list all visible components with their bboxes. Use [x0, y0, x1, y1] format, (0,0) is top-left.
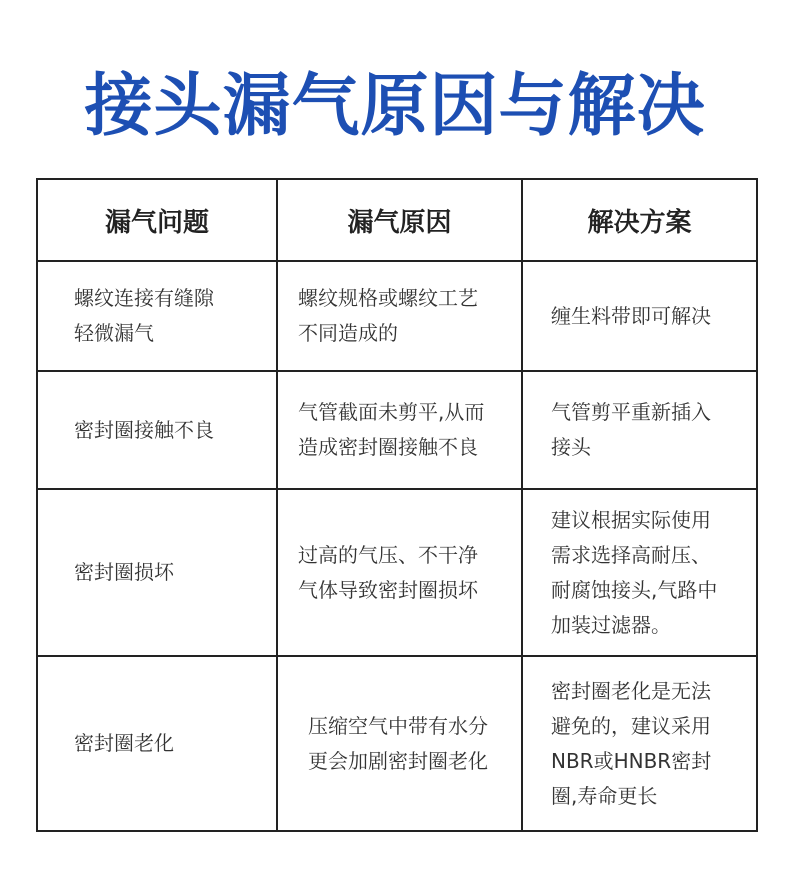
text-line: 密封圈损坏: [74, 560, 174, 584]
problem-text: [74, 555, 174, 590]
text-line: 造成密封圈接触不良: [298, 435, 478, 459]
table-row: [38, 372, 756, 490]
cause-text: [298, 538, 478, 608]
solution-cell: [523, 657, 756, 830]
cause-cell: [278, 372, 523, 488]
table-row: [38, 657, 756, 830]
cause-cell: [278, 262, 523, 370]
text-line: 密封圈接触不良: [74, 417, 214, 442]
text-line: 耐腐蚀接头,气路中: [551, 577, 718, 602]
solution-text: [551, 395, 711, 465]
text-line: 螺纹规格或螺纹工艺: [298, 286, 478, 310]
cause-cell: [278, 657, 523, 830]
problem-cell: [38, 372, 278, 488]
table-row: [38, 262, 756, 372]
text-line: 轻微漏气: [74, 321, 154, 345]
problem-text: [74, 281, 214, 351]
text-line: 气管截面未剪平,从而: [298, 400, 485, 424]
cause-text: [298, 395, 484, 465]
header-cell-problem: [38, 180, 278, 260]
text-line: 密封圈老化是无法: [551, 678, 711, 703]
text-line: 过高的气压、不干净: [298, 542, 478, 567]
text-line: 需求选择高耐压、: [551, 542, 711, 567]
leak-table: [36, 178, 758, 832]
solution-text: [551, 299, 711, 334]
page-title: 接头漏气原因与解决: [84, 67, 706, 146]
solution-cell: [523, 372, 756, 488]
text-line: 密封圈老化: [74, 731, 174, 755]
text-line: 接头: [551, 435, 591, 459]
text-line: 避免的，建议采用: [551, 713, 711, 738]
text-line: 螺纹连接有缝隙: [74, 286, 214, 310]
solution-text: [551, 503, 717, 643]
cause-text: [298, 281, 478, 351]
solution-text: [551, 674, 711, 814]
table-row: [38, 490, 756, 657]
solution-cell: [523, 262, 756, 370]
text-line: NBR或HNBR密封: [551, 748, 712, 773]
problem-cell: [38, 657, 278, 830]
problem-text: [74, 726, 174, 761]
text-line: 气体导致密封圈损坏: [298, 577, 478, 602]
text-line: 气管剪平重新插入: [551, 400, 711, 424]
problem-cell: [38, 490, 278, 655]
header-problem: 漏气问题: [104, 207, 209, 238]
cause-text: [308, 709, 488, 779]
header-cell-cause: [278, 180, 523, 260]
problem-cell: [38, 262, 278, 370]
text-line: 加装过滤器。: [551, 612, 671, 637]
header-cell-solution: [523, 180, 756, 260]
cause-cell: [278, 490, 523, 655]
text-line: 圈,寿命更长: [551, 783, 658, 808]
header-cause: 漏气原因: [347, 207, 452, 238]
solution-cell: [523, 490, 756, 655]
table-header-row: [38, 180, 756, 262]
text-line: 缠生料带即可解决: [551, 303, 711, 328]
text-line: 压缩空气中带有水分: [308, 713, 488, 738]
text-line: 更会加剧密封圈老化: [308, 748, 488, 773]
text-line: 不同造成的: [298, 321, 398, 345]
header-solution: 解决方案: [587, 207, 692, 238]
problem-text: [74, 413, 214, 448]
text-line: 建议根据实际使用: [551, 507, 711, 532]
